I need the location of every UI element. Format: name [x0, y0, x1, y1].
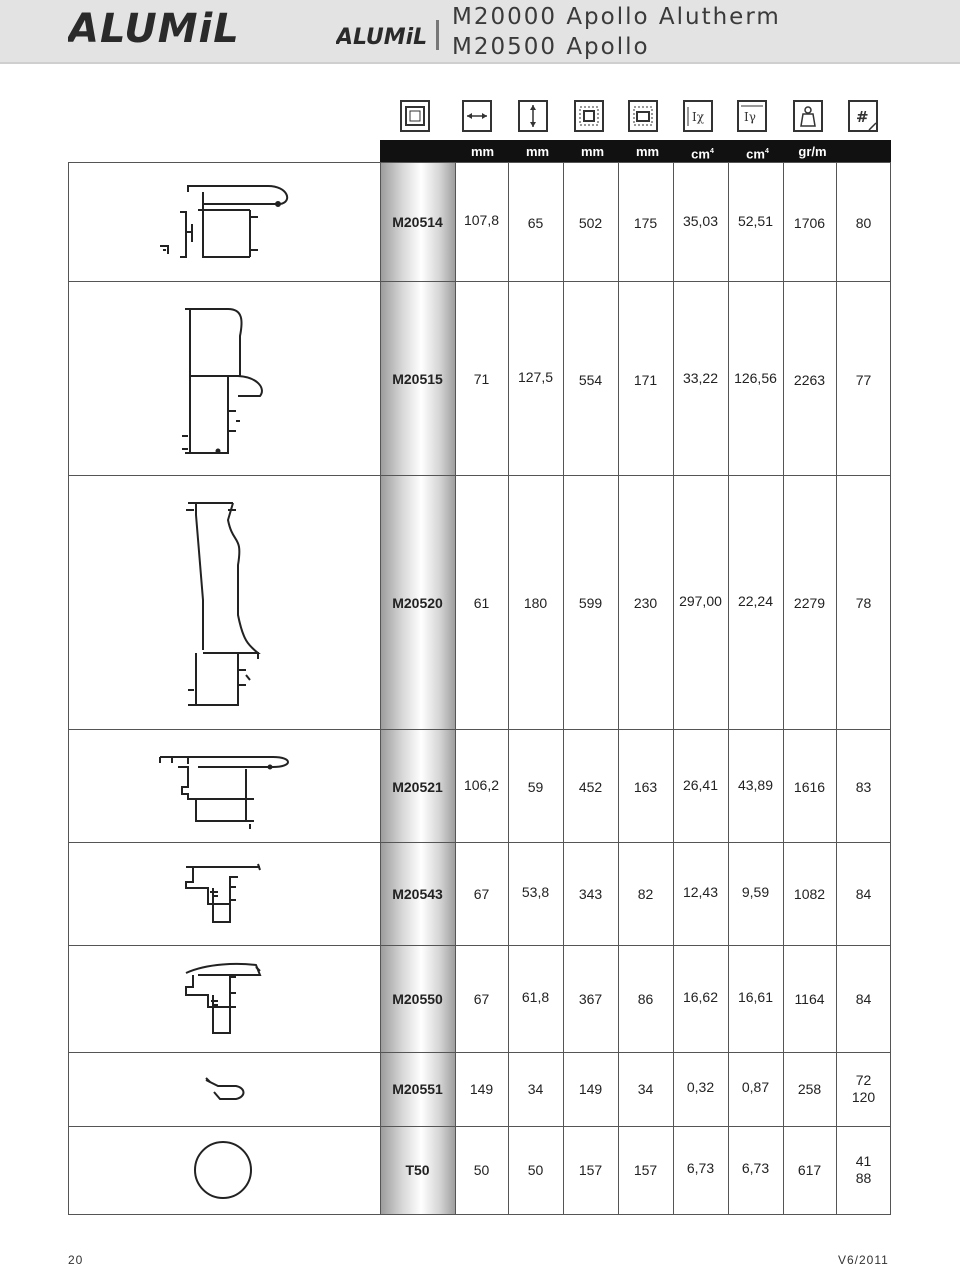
value-cell: 502 — [578, 215, 603, 231]
profile-code: M20543 — [392, 886, 443, 902]
series-line-1: M20000 Apollo Alutherm — [452, 4, 781, 30]
value-cell: 6,73 — [686, 1160, 715, 1176]
value-cell: 82 — [637, 886, 654, 902]
value-cell: 367 — [578, 991, 603, 1007]
value-cell: 86 — [637, 991, 654, 1007]
outer-dimension-icon — [400, 100, 430, 132]
svg-text:#: # — [856, 108, 869, 126]
section-icon — [628, 100, 658, 132]
series-title — [452, 2, 781, 62]
value-cell: 230 — [633, 595, 658, 611]
value-cell: 106,2 — [463, 777, 500, 793]
value-cell: 127,5 — [517, 369, 554, 385]
profile-code: M20514 — [392, 214, 443, 230]
svg-text:Iχ: Iχ — [692, 110, 705, 124]
svg-text:ALUMiL: ALUMiL — [336, 25, 428, 50]
value-cell: 22,24 — [737, 593, 774, 609]
width-icon — [462, 100, 492, 132]
svg-text:Iγ: Iγ — [744, 110, 756, 124]
table-row — [0, 1126, 960, 1215]
value-cell: 83 — [855, 779, 872, 795]
height-icon — [518, 100, 548, 132]
table-row — [0, 842, 960, 945]
value-cell: 1082 — [793, 886, 826, 902]
unit-label: mm — [470, 144, 495, 159]
value-cell: 16,61 — [737, 989, 774, 1005]
value-cell: 258 — [797, 1081, 822, 1097]
value-cell: 80 — [855, 215, 872, 231]
value-cell: 163 — [633, 779, 658, 795]
svg-text:ALUMiL: ALUMiL — [68, 6, 240, 52]
value-cell: 297,00 — [679, 593, 722, 609]
profile-code: M20551 — [392, 1081, 443, 1097]
value-cell: 67 — [473, 991, 490, 1007]
value-cell: 65 — [527, 215, 544, 231]
value-cell: 52,51 — [737, 213, 774, 229]
unit-label: mm — [580, 144, 605, 159]
value-cell: 452 — [578, 779, 603, 795]
page-header — [0, 0, 960, 64]
unit-label: gr/m — [798, 144, 827, 159]
value-cell: 61 — [473, 595, 490, 611]
value-cell: 1164 — [794, 991, 825, 1007]
value-cell: 61,8 — [521, 989, 550, 1005]
value-cell: 50 — [473, 1162, 490, 1178]
inertia-x-icon — [683, 100, 713, 132]
quantity-value: 72 — [855, 1072, 872, 1088]
value-cell: 84 — [855, 991, 872, 1007]
value-cell: 554 — [578, 372, 603, 388]
value-cell: 12,43 — [682, 884, 719, 900]
series-line-2: M20500 Apollo — [452, 34, 650, 60]
profile-code: M20550 — [392, 991, 443, 1007]
value-cell: 78 — [855, 595, 872, 611]
value-cell: 1616 — [793, 779, 826, 795]
value-cell: 2279 — [793, 595, 826, 611]
value-cell: 126,56 — [734, 370, 777, 386]
value-cell: 34 — [527, 1081, 544, 1097]
property-icons — [0, 100, 960, 136]
profile-code: M20521 — [392, 779, 443, 795]
quantity-icon — [848, 100, 878, 132]
alumil-logo — [68, 2, 268, 54]
table-row — [0, 475, 960, 729]
quantity-value: 88 — [855, 1170, 872, 1186]
page-number: 20 — [68, 1253, 84, 1267]
value-cell: 0,87 — [741, 1079, 770, 1095]
value-cell: 84 — [855, 886, 872, 902]
value-cell — [836, 1072, 891, 1106]
value-cell: 175 — [633, 215, 658, 231]
table-row — [0, 729, 960, 842]
weight-icon — [793, 100, 823, 132]
value-cell: 6,73 — [741, 1160, 770, 1176]
value-cell: 157 — [633, 1162, 658, 1178]
quantity-value: 120 — [851, 1089, 876, 1105]
alumil-logo-small — [336, 20, 442, 50]
inertia-y-icon — [737, 100, 767, 132]
value-cell: 343 — [578, 886, 603, 902]
table-row — [0, 1052, 960, 1126]
value-cell — [836, 1153, 891, 1187]
value-cell: 77 — [855, 372, 872, 388]
value-cell: 71 — [473, 371, 490, 387]
value-cell: 34 — [637, 1081, 654, 1097]
version-label: V6/2011 — [838, 1253, 889, 1267]
value-cell: 16,62 — [682, 989, 719, 1005]
value-cell: 53,8 — [521, 884, 550, 900]
value-cell: 26,41 — [682, 777, 719, 793]
profile-code: M20515 — [392, 371, 443, 387]
value-cell: 35,03 — [682, 213, 719, 229]
value-cell: 149 — [469, 1081, 494, 1097]
units-bar — [380, 140, 891, 163]
value-cell: 1706 — [793, 215, 826, 231]
profile-code: T50 — [405, 1162, 430, 1178]
value-cell: 9,59 — [741, 884, 770, 900]
unit-label: $cm^4$ — [746, 146, 769, 162]
table-row — [0, 162, 960, 281]
value-cell: 43,89 — [737, 777, 774, 793]
profile-code: M20520 — [392, 595, 443, 611]
value-cell: 149 — [578, 1081, 603, 1097]
value-cell: 107,8 — [463, 212, 500, 228]
quantity-value: 41 — [855, 1153, 872, 1169]
unit-label: mm — [635, 144, 660, 159]
inner-frame-icon — [574, 100, 604, 132]
value-cell: 157 — [578, 1162, 603, 1178]
value-cell: 33,22 — [682, 370, 719, 386]
value-cell: 180 — [523, 595, 548, 611]
unit-label: mm — [525, 144, 550, 159]
value-cell: 2263 — [793, 372, 826, 388]
value-cell: 59 — [527, 779, 544, 795]
value-cell: 50 — [527, 1162, 544, 1178]
unit-label: $cm^4$ — [691, 146, 714, 162]
table-row — [0, 281, 960, 475]
value-cell: 599 — [578, 595, 603, 611]
value-cell: 171 — [633, 372, 658, 388]
value-cell: 617 — [797, 1162, 822, 1178]
value-cell: 0,32 — [686, 1079, 715, 1095]
table-row — [0, 945, 960, 1052]
value-cell: 67 — [473, 886, 490, 902]
